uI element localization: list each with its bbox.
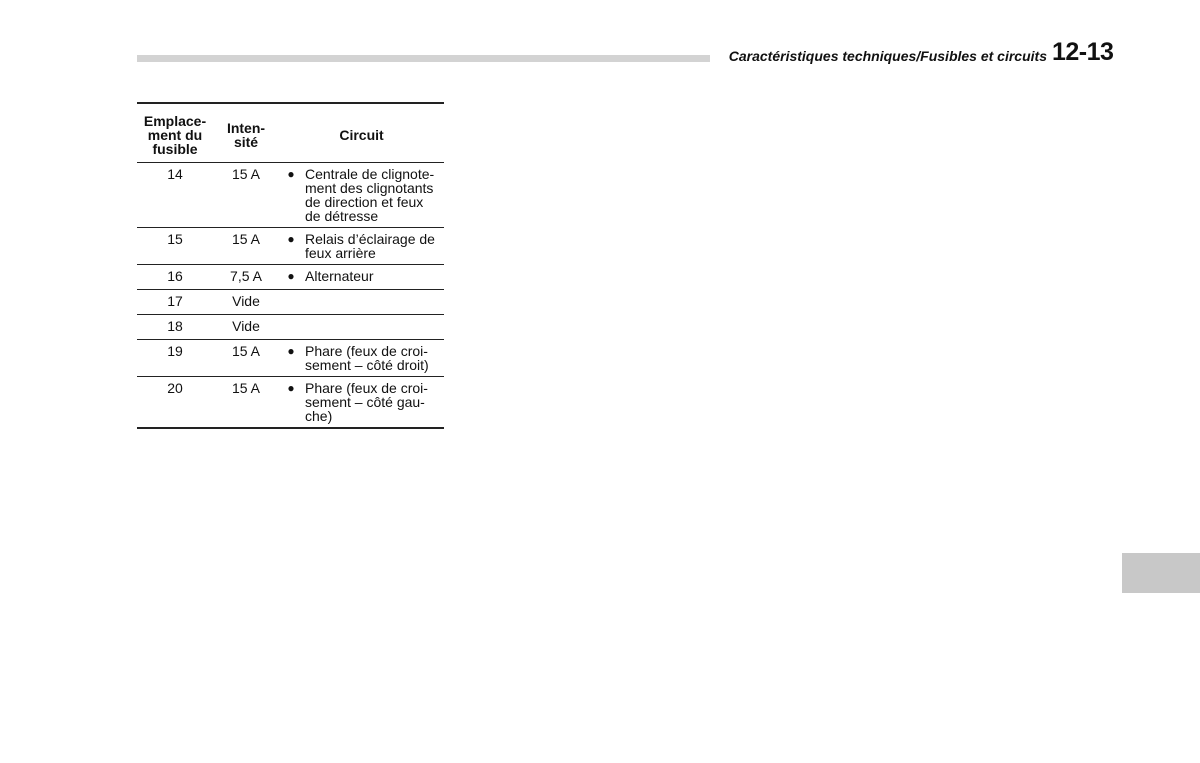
bullet-icon: ● <box>287 167 295 181</box>
fuse-location: 18 <box>167 318 183 334</box>
fuse-amperage: 15 A <box>231 343 261 359</box>
fuse-circuit <box>303 290 444 315</box>
header-circuit: Circuit <box>339 126 384 143</box>
fuse-location: 17 <box>167 293 183 309</box>
bullet-icon: ● <box>287 232 295 246</box>
header-location: Emplace- ment du fusible <box>143 112 207 157</box>
fuse-amperage: Vide <box>232 318 260 334</box>
table-row <box>137 340 444 377</box>
chapter-tab <box>1122 553 1200 593</box>
table-row <box>137 228 444 265</box>
table-row <box>137 290 444 315</box>
bullet-icon: ● <box>287 269 295 283</box>
bullet-cell-empty <box>279 315 303 340</box>
fuse-circuit: Phare (feux de croi- sement – côté gau- che) <box>305 380 428 424</box>
fuse-amperage: 7,5 A <box>230 268 262 284</box>
table-row <box>137 163 444 228</box>
fuse-circuit: Phare (feux de croi- sement – côté droit) <box>305 343 429 373</box>
fuse-location: 15 <box>167 231 183 247</box>
fuse-location: 16 <box>167 268 183 284</box>
bullet-icon: ● <box>287 381 295 395</box>
fuse-amperage: 15 A <box>231 380 261 396</box>
header-amperage: Inten- sité <box>226 119 266 150</box>
table-row <box>137 377 444 429</box>
fuse-location: 20 <box>167 380 183 396</box>
page-number: 12-13 <box>1052 38 1114 66</box>
table-row <box>137 265 444 290</box>
fuse-amperage: Vide <box>232 293 260 309</box>
header-rule <box>137 55 710 62</box>
bullet-cell-empty <box>279 290 303 315</box>
fuse-circuit: Alternateur <box>305 268 374 284</box>
fuse-table <box>137 102 444 429</box>
fuse-amperage: 15 A <box>231 166 261 182</box>
table-row <box>137 315 444 340</box>
fuse-circuit: Centrale de clignote- ment des clignotants de direction et feux de détresse <box>305 166 435 224</box>
fuse-circuit: Relais d’éclairage de feux arrière <box>305 231 435 261</box>
fuse-location: 14 <box>167 166 183 182</box>
table-header-row <box>137 103 444 163</box>
fuse-amperage: 15 A <box>231 231 261 247</box>
fuse-circuit <box>303 315 444 340</box>
bullet-icon: ● <box>287 344 295 358</box>
section-title: Caractéristiques techniques/Fusibles et circuits <box>728 48 1047 64</box>
fuse-location: 19 <box>167 343 183 359</box>
